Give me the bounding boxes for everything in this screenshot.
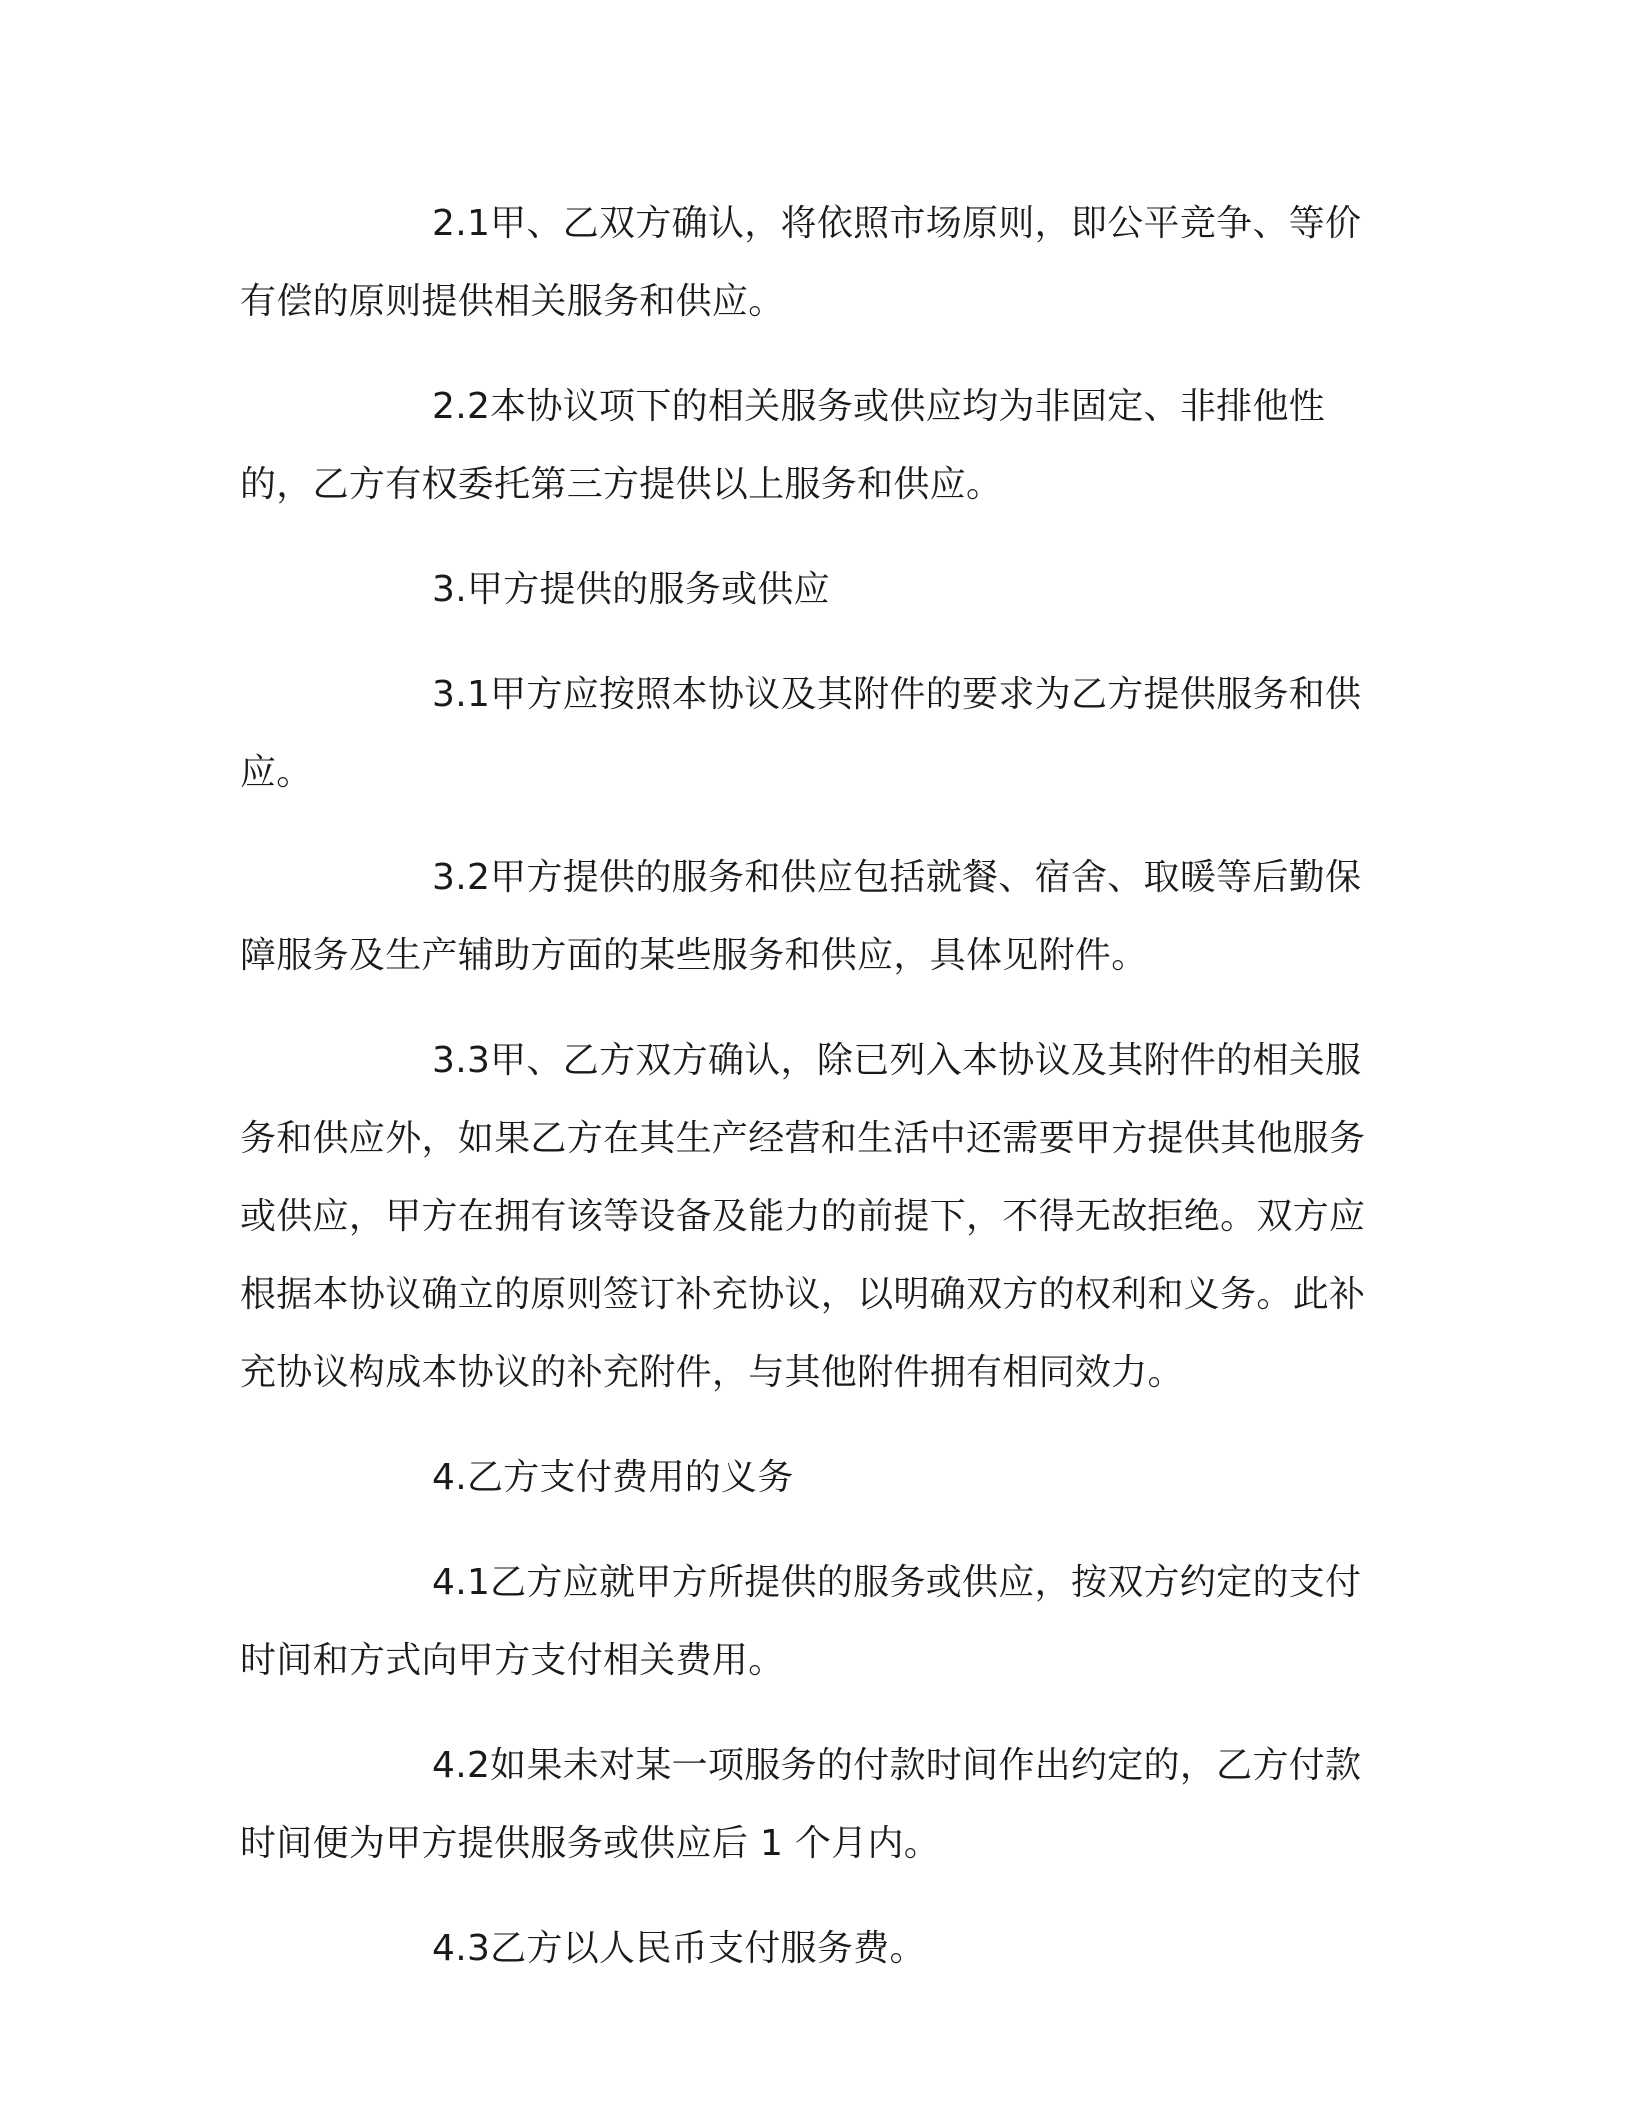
clause-4-3 [240, 1910, 1390, 1988]
clause-3-1 [240, 656, 1390, 812]
clause-text: 甲、乙方双方确认，除已列入本协议及其附件的相关服务和供应外，如果乙方在其生产经营和生活中还需要甲方提供其他服务或供应，甲方在拥有该等设备及能力的前提下，不得无故拒绝。双方应根据本协议确立的原则签订补充协议，以明确双方的权利和义务。此补充协议构成本协议的补充附件，与其他附件拥有相同效力。 [240, 1040, 1366, 1393]
clause-2-1 [240, 185, 1390, 341]
clause-number: 2.1 [432, 203, 491, 244]
clause-number: 2.2 [432, 386, 491, 427]
section-title: 乙方支付费用的义务 [466, 1457, 794, 1498]
section-heading-3 [240, 551, 1390, 629]
section-number: 3. [432, 569, 467, 610]
clause-number: 4.3 [432, 1928, 491, 1969]
clause-text: 甲方应按照本协议及其附件的要求为乙方提供服务和供应。 [240, 674, 1362, 793]
section-title: 甲方提供的服务或供应 [466, 569, 830, 610]
clause-3-2 [240, 839, 1390, 995]
clause-number: 4.2 [432, 1745, 491, 1786]
clause-number: 3.3 [432, 1040, 491, 1081]
clause-text: 本协议项下的相关服务或供应均为非固定、非排他性的，乙方有权委托第三方提供以上服务和供应。 [240, 386, 1326, 505]
clause-2-2 [240, 368, 1390, 524]
clause-3-3 [240, 1022, 1390, 1412]
clause-number: 4.1 [432, 1562, 491, 1603]
section-number: 4. [432, 1457, 467, 1498]
clause-text: 甲、乙双方确认，将依照市场原则，即公平竞争、等价有偿的原则提供相关服务和供应。 [240, 203, 1362, 322]
clause-text: 乙方应就甲方所提供的服务或供应，按双方约定的支付时间和方式向甲方支付相关费用。 [240, 1562, 1362, 1681]
clause-text: 乙方以人民币支付服务费。 [490, 1928, 926, 1969]
clause-text: 如果未对某一项服务的付款时间作出约定的，乙方付款时间便为甲方提供服务或供应后 1 个月内。 [240, 1745, 1362, 1864]
section-heading-4 [240, 1439, 1390, 1517]
document-body [240, 185, 1390, 2015]
clause-4-2 [240, 1727, 1390, 1883]
clause-number: 3.2 [432, 857, 491, 898]
clause-text: 甲方提供的服务和供应包括就餐、宿舍、取暖等后勤保障服务及生产辅助方面的某些服务和供应，具体见附件。 [240, 857, 1362, 976]
clause-number: 3.1 [432, 674, 491, 715]
clause-4-1 [240, 1544, 1390, 1700]
